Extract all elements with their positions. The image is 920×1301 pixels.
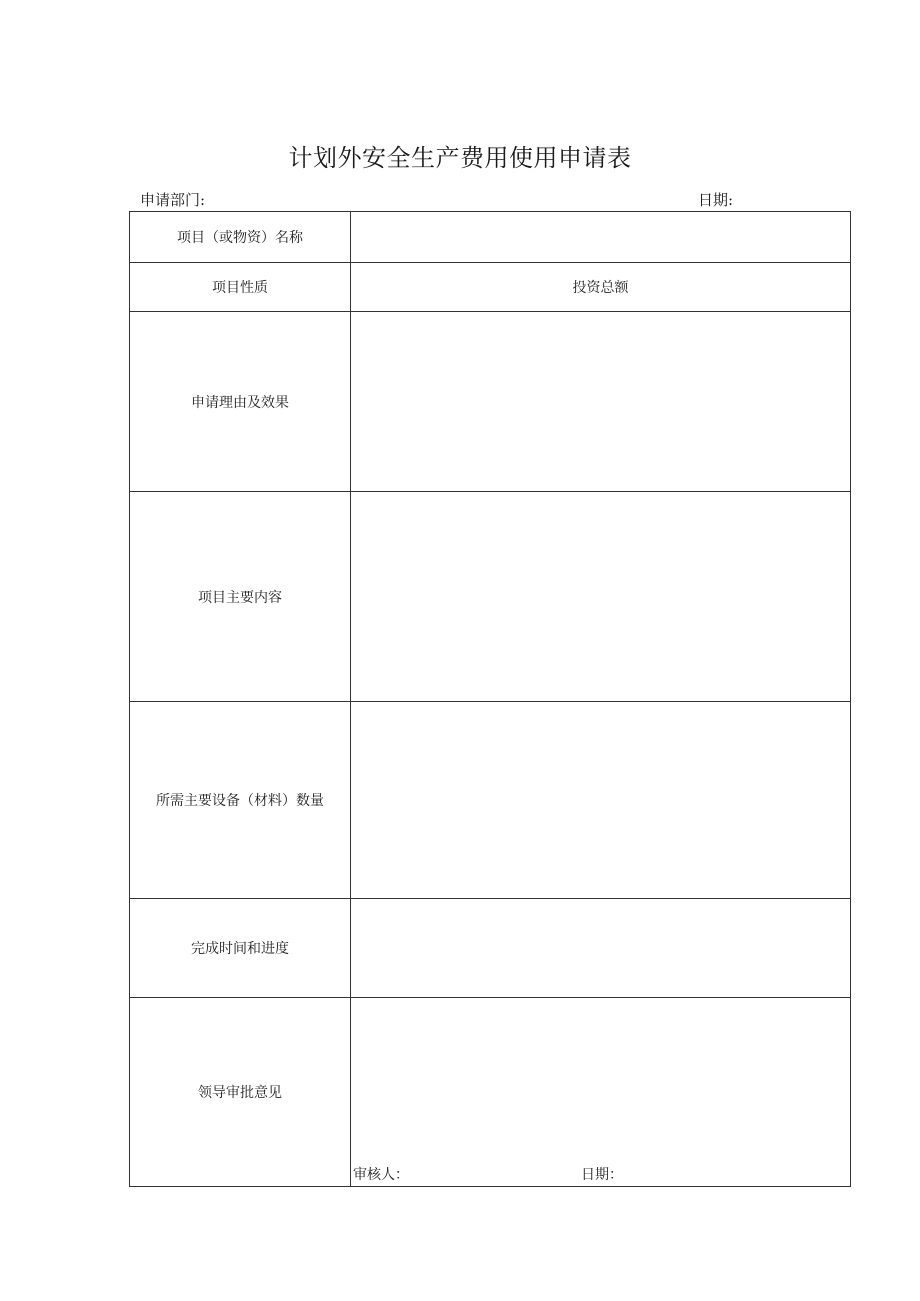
department-label: 申请部门:: [140, 191, 206, 209]
document-title: 计划外安全生产费用使用申请表: [288, 144, 632, 172]
application-form-table: [129, 211, 851, 1187]
table-row: [130, 263, 851, 312]
leader-approval-field[interactable]: [351, 998, 851, 1187]
reviewer-label: 审核人：: [353, 1167, 409, 1183]
total-investment-label: 投资总额: [351, 263, 851, 312]
table-row: [130, 998, 851, 1187]
table-row: [130, 212, 851, 263]
project-name-label: 项目（或物资）名称: [130, 212, 351, 263]
reason-effect-field[interactable]: [351, 312, 851, 492]
main-content-field[interactable]: [351, 492, 851, 702]
table-row: [130, 702, 851, 899]
equipment-quantity-label: 所需主要设备（材料）数量: [130, 702, 351, 899]
reason-effect-label: 申请理由及效果: [130, 312, 351, 492]
project-name-field[interactable]: [351, 212, 851, 263]
schedule-label: 完成时间和进度: [130, 899, 351, 998]
leader-approval-label: 领导审批意见: [130, 998, 351, 1187]
project-nature-label: 项目性质: [130, 263, 351, 312]
table-row: [130, 312, 851, 492]
equipment-quantity-field[interactable]: [351, 702, 851, 899]
table-row: [130, 492, 851, 702]
header-date-label: 日期:: [698, 191, 734, 209]
approval-date-label: 日期：: [581, 1167, 623, 1183]
schedule-field[interactable]: [351, 899, 851, 998]
table-row: [130, 899, 851, 998]
main-content-label: 项目主要内容: [130, 492, 351, 702]
